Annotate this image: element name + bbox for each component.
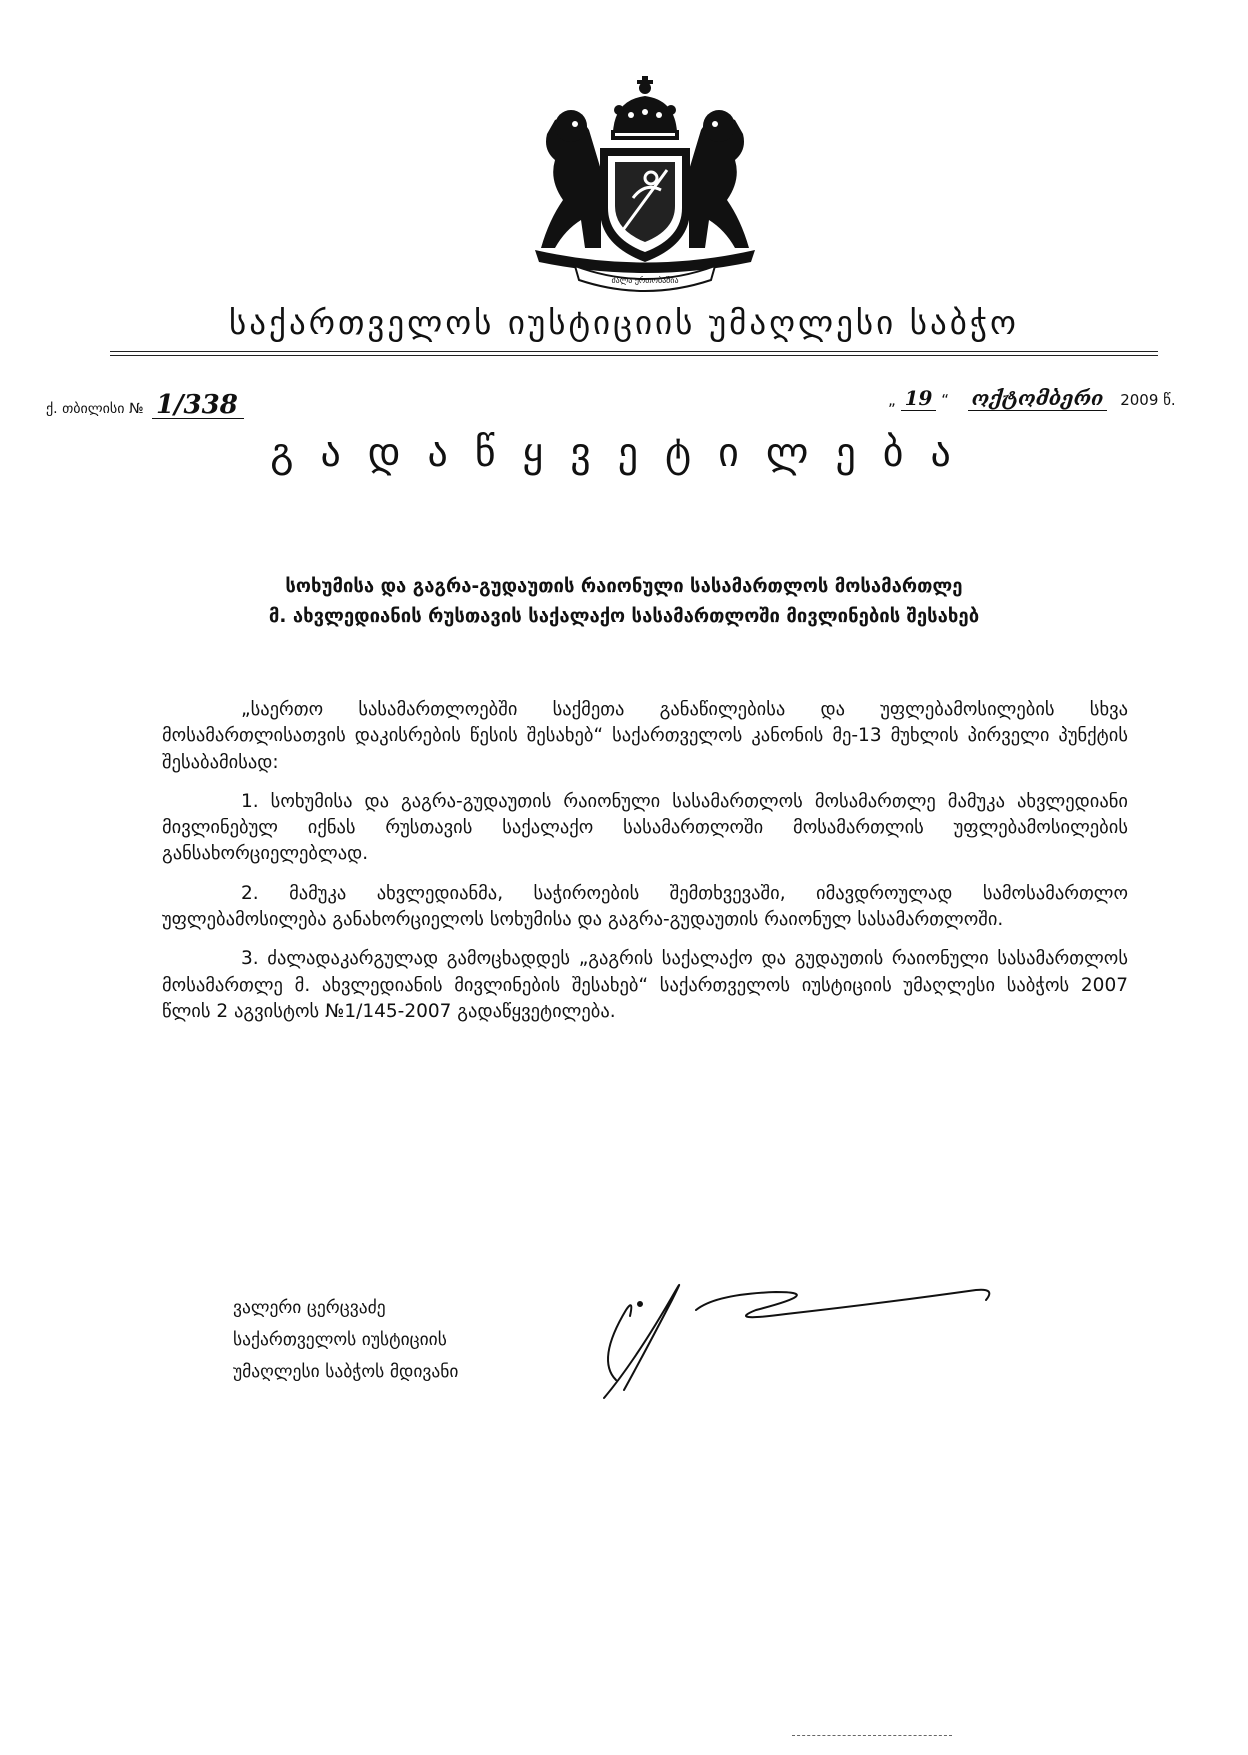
signatory-name: ვალერი ცერცვაძე (233, 1298, 386, 1318)
registration-number (46, 392, 244, 419)
date-day: 19 (901, 386, 937, 411)
council-rule-top (110, 351, 1158, 352)
body-item-2: 2. მამუკა ახვლედიანმა, საჭიროების შემთხვევაში, იმავდროულად სამოსამართლო უფლებამოსილება განახორციელოს სოხუმისა და გაგრა-გუდაუთის რაიონულ სასამართლოში. (162, 882, 1128, 931)
council-name: საქართველოს იუსტიციის უმაღლესი საბჭო (229, 303, 1019, 342)
handwritten-signature (576, 1270, 1016, 1400)
coat-of-arms-motto: ძალა ერთობაშია (611, 276, 679, 285)
date-open-quote: „ (888, 391, 896, 409)
document-subject (0, 572, 1248, 632)
date-year: 2009 წ. (1120, 391, 1176, 409)
date-close-quote: “ (941, 391, 949, 409)
body-item-1: 1. სოხუმისა და გაგრა-გუდაუთის რაიონული სასამართლოს მოსამართლე მამუკა ახვლედიანი მივლინებულ იქნას რუსთავის საქალაქო სასამართლოში მოსამართლის უფლებამოსილების განსახორციელებლად. (162, 790, 1128, 865)
subject-line-2: მ. ახვლედიანის რუსთავის საქალაქო სასამართლოში მივლინების შესახებ (268, 606, 980, 627)
body-item-3: 3. ძალადაკარგულად გამოცხადდეს „გაგრის საქალაქო და გუდაუთის რაიონული სასამართლოს მოსამართლე მ. ახვლედიანის მივლინების შესახებ“ საქართველოს იუსტიციის უმაღლესი საბჭოს 2007 წლის 2 აგვისტოს №1/145-2007 გადაწყვეტილება. (162, 948, 1128, 1022)
signatory-block (233, 1292, 458, 1388)
coat-of-arms-emblem (515, 70, 775, 295)
subject-line-1: სოხუმისა და გაგრა-გუდაუთის რაიონული სასამართლოს მოსამართლე (285, 576, 963, 597)
document-heading: გადაწყვეტილება (270, 430, 978, 476)
body-preamble: „საერთო სასამართლოებში საქმეთა განაწილებისა და უფლებამოსილების სხვა მოსამართლისათვის დაკისრების წესის შესახებ“ საქართველოს კანონის მე-13 მუხლის პირველი პუნქტის შესაბამისად: (162, 699, 1128, 773)
registration-label: ქ. თბილისი № (46, 401, 144, 417)
footer-rule (792, 1735, 952, 1736)
signatory-title-line-2: უმაღლესი საბჭოს მდივანი (233, 1362, 459, 1382)
date-month: ოქტომბერი (968, 386, 1108, 411)
signatory-title-line-1: საქართველოს იუსტიციის (233, 1330, 447, 1350)
registration-number-value: 1/338 (152, 392, 244, 419)
document-date (888, 386, 1176, 411)
document-body (162, 697, 1128, 1025)
council-rule-bottom (110, 355, 1158, 356)
